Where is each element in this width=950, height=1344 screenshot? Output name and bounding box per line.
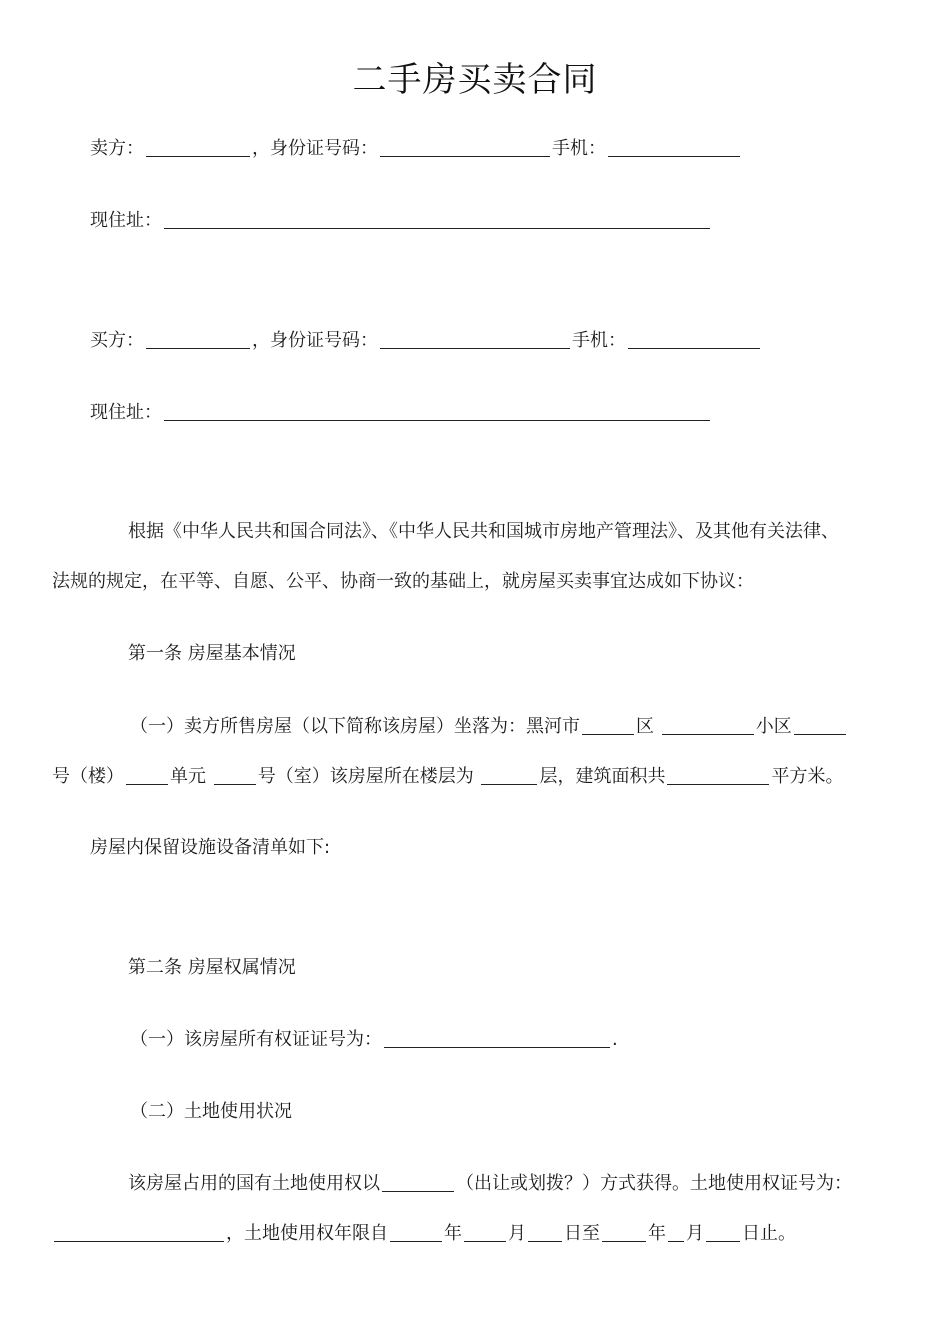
article1-heading: 第一条 房屋基本情况 <box>128 643 296 664</box>
end-year-blank[interactable] <box>602 1223 646 1242</box>
buyer-name-blank[interactable] <box>146 330 250 349</box>
article2-item1 <box>130 1028 618 1052</box>
buyer-phone-label: 手机： <box>572 330 626 351</box>
room-label: 号（室）该房屋所在楼层为 <box>257 766 480 787</box>
buyer-id-label: ，身份证号码： <box>252 330 378 351</box>
article1-item1-line2 <box>52 765 843 789</box>
article1-item1-line1 <box>130 715 848 739</box>
land-cert-label: （出让或划拨？）方式获得。土地使用权证号为： <box>456 1173 852 1194</box>
seller-info-line <box>90 137 742 161</box>
room-blank[interactable] <box>214 766 256 785</box>
buyer-address-line <box>90 401 712 425</box>
day-to-label: 日至 <box>564 1223 600 1244</box>
article1-location-text: （一）卖方所售房屋（以下简称该房屋）坐落为：黑河市 <box>130 716 580 737</box>
start-month-blank[interactable] <box>464 1223 506 1242</box>
land-term-label: ，土地使用权年限自 <box>226 1223 388 1244</box>
start-day-blank[interactable] <box>528 1223 562 1242</box>
area-blank[interactable] <box>667 766 769 785</box>
buyer-address-blank[interactable] <box>164 402 710 421</box>
building-blank[interactable] <box>794 716 846 735</box>
seller-label: 卖方： <box>90 138 144 159</box>
end-month-blank[interactable] <box>668 1223 684 1242</box>
land-use-line1 <box>128 1172 852 1196</box>
unit-label: 单元 <box>170 766 212 787</box>
facilities-list-label: 房屋内保留设施设备清单如下: <box>90 837 331 858</box>
district-label: 区 <box>636 716 660 737</box>
certificate-label: （一）该房屋所有权证证号为： <box>130 1029 382 1050</box>
building-label: 号（楼） <box>52 766 124 787</box>
page-title: 二手房买卖合同 <box>352 60 598 100</box>
land-use-line2 <box>52 1222 796 1246</box>
end-year-label: 年 <box>648 1223 666 1244</box>
seller-phone-blank[interactable] <box>608 138 740 157</box>
unit-blank[interactable] <box>126 766 168 785</box>
seller-phone-label: 手机： <box>552 138 606 159</box>
seller-address-blank[interactable] <box>164 210 710 229</box>
seller-name-blank[interactable] <box>146 138 250 157</box>
seller-address-line <box>90 209 712 233</box>
start-year-blank[interactable] <box>390 1223 442 1242</box>
land-method-blank[interactable] <box>382 1173 454 1192</box>
start-month-label: 月 <box>508 1223 526 1244</box>
seller-address-label: 现住址： <box>90 210 162 231</box>
buyer-phone-blank[interactable] <box>628 330 760 349</box>
end-day-blank[interactable] <box>706 1223 740 1242</box>
article2-item2: （二）土地使用状况 <box>130 1101 292 1122</box>
preamble-line-1: 根据《中华人民共和国合同法》、《中华人民共和国城市房地产管理法》、及其他有关法律、 <box>128 521 839 542</box>
community-label: 小区 <box>755 716 792 737</box>
certificate-blank[interactable] <box>384 1029 610 1048</box>
end-month-label: 月 <box>686 1223 704 1244</box>
day-end-label: 日止。 <box>742 1223 796 1244</box>
buyer-address-label: 现住址： <box>90 402 162 423</box>
preamble-line-2: 法规的规定，在平等、自愿、公平、协商一致的基础上，就房屋买卖事宜达成如下协议： <box>52 571 754 592</box>
certificate-end: . <box>612 1029 618 1050</box>
land-cert-blank[interactable] <box>54 1223 224 1242</box>
buyer-info-line <box>90 329 762 353</box>
floor-area-label: 层，建筑面积共 <box>539 766 666 787</box>
seller-id-label: ，身份证号码： <box>252 138 378 159</box>
start-year-label: 年 <box>444 1223 462 1244</box>
community-blank[interactable] <box>662 716 754 735</box>
seller-id-blank[interactable] <box>380 138 550 157</box>
article2-heading: 第二条 房屋权属情况 <box>128 957 296 978</box>
buyer-id-blank[interactable] <box>380 330 570 349</box>
area-unit-label: 平方米。 <box>771 766 844 787</box>
floor-blank[interactable] <box>481 766 537 785</box>
buyer-label: 买方： <box>90 330 144 351</box>
district-blank[interactable] <box>582 716 634 735</box>
land-method-label: 该房屋占用的国有土地使用权以 <box>128 1173 380 1194</box>
